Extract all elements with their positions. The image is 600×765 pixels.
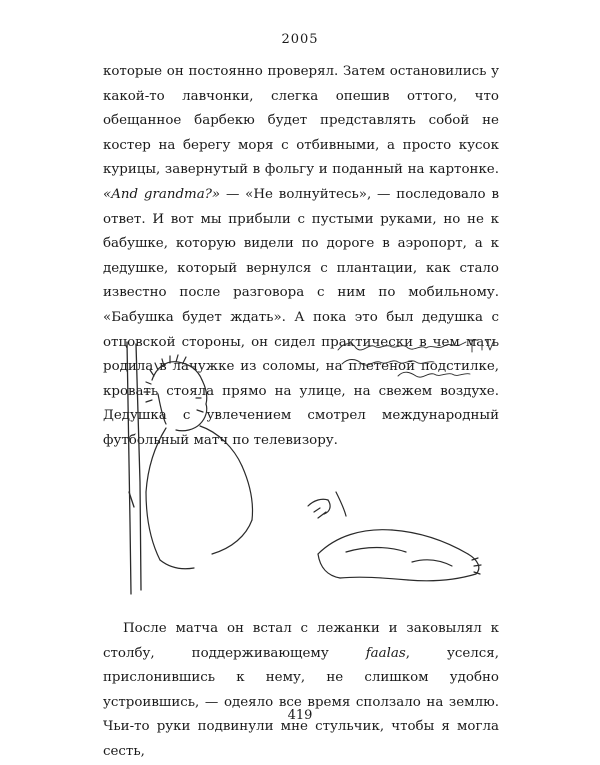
sketch-post	[127, 342, 141, 594]
paragraph-bottom-text-1: После матча он встал с лежанки и заковылял к столбу, поддерживающему	[103, 621, 499, 661]
paragraph-top-text-2: — «Не волнуйтесь», — последовало в ответ. И вот мы прибыли с пустыми руками, но не к бабушке, которую видели по дороге в аэропорт, а к дедушке, который вернулся с плантации, как стало известно после разговора с ним по мобильному. «Бабушка будет ждать». А пока это был дедушка с отцовской стороны, он сидел практически в чем мать родила в лачужке из соломы, на плетеной подстилке, кровать стояла прямо на улице, на свежем воздухе. Дедушка с увлечением смотрел международный футбольный матч по телевизору.	[103, 186, 499, 448]
sketch-hand	[308, 492, 346, 518]
paragraph-top-italic: «And grandma?»	[103, 186, 221, 202]
sketch-handwritten-note	[338, 340, 494, 377]
page-number: 419	[287, 708, 313, 723]
sketch-legs	[318, 530, 481, 581]
sketch-torso	[146, 426, 253, 569]
paragraph-bottom-italic: faalas	[365, 645, 406, 661]
paragraph-bottom-text-2: , уселся, прислонившись к нему, не слишком удобно устроившись, — одеяло все время сползало на землю. Чьи-то руки подвинули мне стульчик, чтобы я могла сесть,	[103, 645, 499, 759]
paragraph-top-text-1: которые он постоянно проверял. Затем остановились у какой-то лавчонки, слегка опешив оттого, что обещанное барбекю будет представлять собой не костер на берегу моря с отбивными, а просто кусок курицы, завернутый в фольгу и поданный на картонке.	[103, 64, 499, 178]
running-head: 2005	[281, 32, 319, 47]
grandfather-sketch	[100, 332, 520, 604]
sketch-head	[144, 355, 207, 431]
paragraph-bottom	[103, 617, 499, 765]
